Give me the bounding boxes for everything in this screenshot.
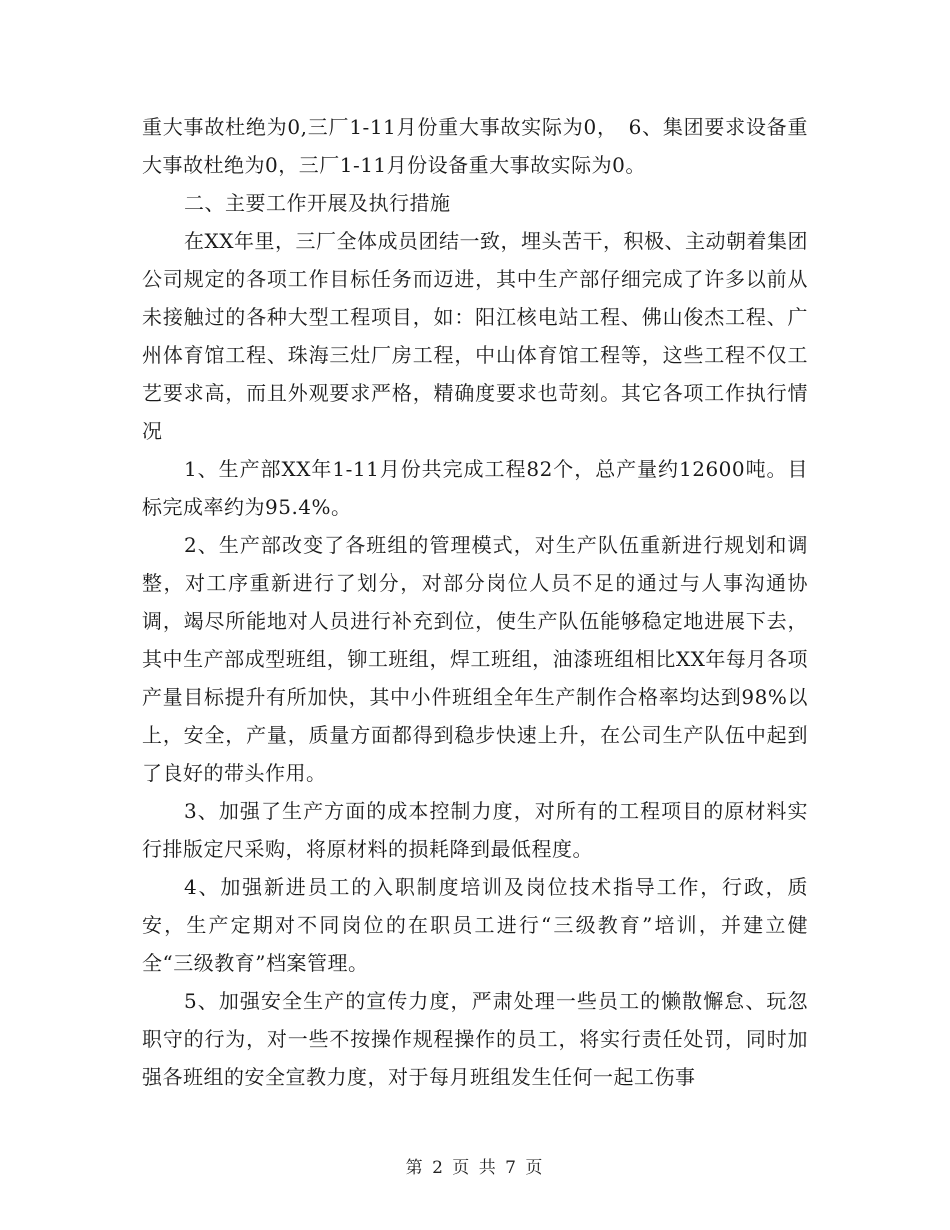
list-item: 1、生产部XX年1-11月份共完成工程82个，总产量约12600吨。目标完成率约为95.4%。 <box>142 457 808 519</box>
section-heading: 二、主要工作开展及执行措施 <box>184 191 451 215</box>
page-number-footer: 第 2 页 共 7 页 <box>405 1158 545 1178</box>
paragraph: 在XX年里，三厂全体成员团结一致，埋头苦干，积极、主动朝着集团公司规定的各项工作目标任务而迈进，其中生产部仔细完成了许多以前从未接触过的各种大型工程项目，如：阳江核电站工程、佛山俊杰工程、广州体育馆工程、珠海三灶厂房工程，中山体育馆工程等，这些工程不仅工艺要求高，而且外观要求严格，精确度要求也苛刻。其它各项工作执行情况 <box>142 229 808 443</box>
list-item: 4、加强新进员工的入职制度培训及岗位技术指导工作，行政，质安，生产定期对不同岗位的在职员工进行“三级教育”培训，并建立健全“三级教育”档案管理。 <box>142 875 808 975</box>
list-item: 5、加强安全生产的宣传力度，严肃处理一些员工的懒散懈怠、玩忽职守的行为，对一些不按操作规程操作的员工，将实行责任处罚，同时加强各班组的安全宣教力度，对于每月班组发生任何一起工伤事 <box>142 989 808 1089</box>
list-item: 3、加强了生产方面的成本控制力度，对所有的工程项目的原材料实行排版定尺采购，将原材料的损耗降到最低程度。 <box>142 799 808 861</box>
paragraph: 重大事故杜绝为0,三厂1-11月份重大事故实际为0， 6、集团要求设备重大事故杜绝为0，三厂1-11月份设备重大事故实际为0。 <box>142 115 808 177</box>
list-item: 2、生产部改变了各班组的管理模式，对生产队伍重新进行规划和调整，对工序重新进行了划分，对部分岗位人员不足的通过与人事沟通协调，竭尽所能地对人员进行补充到位，使生产队伍能够稳定地进展下去，其中生产部成型班组，铆工班组，焊工班组，油漆班组相比XX年每月各项产量目标提升有所加快，其中小件班组全年生产制作合格率均达到98%以上，安全，产量，质量方面都得到稳步快速上升，在公司生产队伍中起到了良好的带头作用。 <box>142 533 808 785</box>
document-body <box>142 108 808 1096</box>
